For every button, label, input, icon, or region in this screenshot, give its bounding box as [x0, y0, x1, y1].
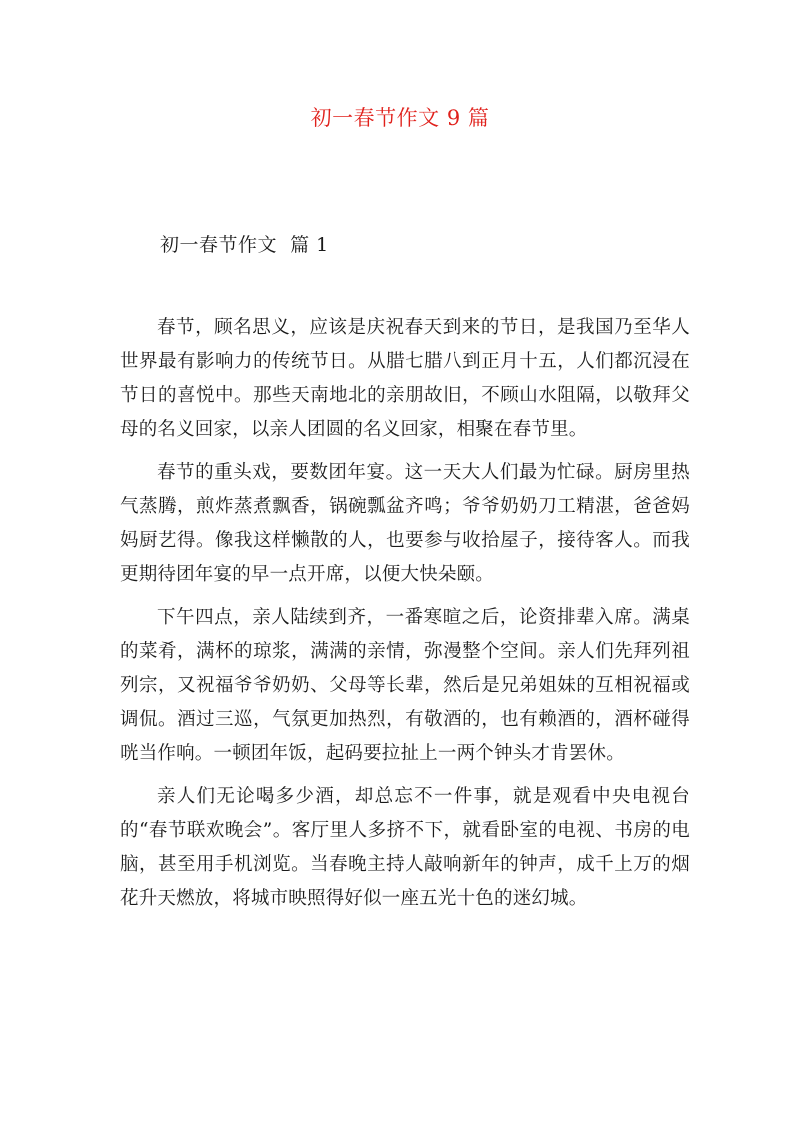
- paragraph: 亲人们无论喝多少酒，却总忘不一件事，就是观看中央电视台的“春节联欢晚会”。客厅里人多挤不下，就看卧室的电视、书房的电脑，甚至用手机浏览。当春晚主持人敲响新年的钟声，成千上万的烟花升天燃放，将城市映照得好似一座五光十色的迷幻城。: [120, 786, 690, 909]
- document-title: 初一春节作文 9 篇: [310, 106, 490, 130]
- article-body: [120, 311, 690, 925]
- paragraph: 下午四点，亲人陆续到齐，一番寒暄之后，论资排辈入席。满桌的菜肴，满杯的琼浆，满满的亲情，弥漫整个空间。亲人们先拜列祖列宗，又祝福爷爷奶奶、父母等长辈，然后是兄弟姐妹的互相祝福或调侃。酒过三巡，气氛更加热烈，有敬酒的，也有赖酒的，酒杯碰得咣当作响。一顿团年饭，起码要拉扯上一两个钟头才肯罢休。: [120, 607, 690, 764]
- paragraph: 春节的重头戏，要数团年宴。这一天大人们最为忙碌。厨房里热气蒸腾，煎炸蒸煮飘香，锅碗瓢盆齐鸣；爷爷奶奶刀工精湛，爸爸妈妈厨艺得。像我这样懒散的人，也要参与收拾屋子，接待客人。而我更期待团年宴的早一点开席，以便大快朵颐。: [120, 462, 690, 585]
- paragraph: 春节，顾名思义，应该是庆祝春天到来的节日，是我国乃至华人世界最有影响力的传统节日。从腊七腊八到正月十五，人们都沉浸在节日的喜悦中。那些天南地北的亲朋故旧，不顾山水阻隔，以敬拜父母的名义回家，以亲人团圆的名义回家，相聚在春节里。: [120, 317, 690, 440]
- section-heading: 初一春节作文 篇 1: [160, 234, 329, 256]
